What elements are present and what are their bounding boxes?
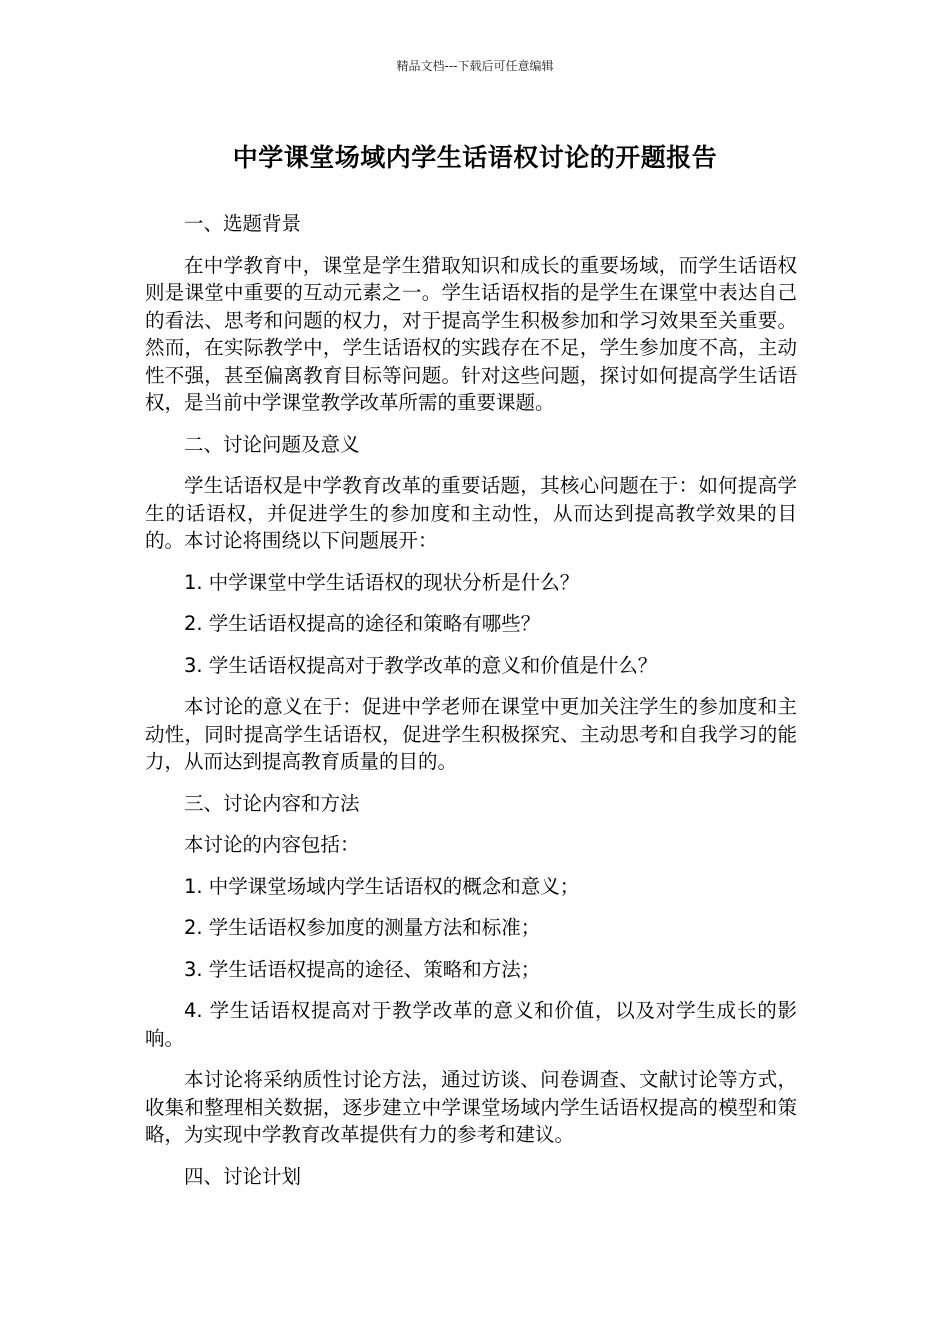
list-item: 1. 中学课堂场域内学生话语权的概念和意义； bbox=[184, 874, 580, 898]
list-item: 1. 中学课堂中学生话语权的现状分析是什么？ bbox=[184, 570, 580, 594]
list-item: 3. 学生话语权提高的途径、策略和方法； bbox=[184, 957, 541, 981]
paragraph: 本讨论将采纳质性讨论方法，通过访谈、问卷调查、文献讨论等方式，收集和整理相关数据，逐步建立中学课堂场域内学生话语权提高的模型和策略，为实现中学教育改革提供有力的参考和建议。 bbox=[145, 1068, 797, 1146]
list-item: 3. 学生话语权提高对于教学改革的意义和价值是什么？ bbox=[184, 653, 658, 677]
list-item: 2. 学生话语权提高的途径和策略有哪些？ bbox=[184, 612, 541, 635]
paragraph: 在中学教育中，课堂是学生猎取知识和成长的重要场域，而学生话语权则是课堂中重要的互动元素之一。学生话语权指的是学生在课堂中表达自己的看法、思考和问题的权力，对于提高学生积极参加和学习效果至关重要。然而，在实际教学中，学生话语权的实践存在不足，学生参加度不高，主动性不强，甚至偏离教育目标等问题。针对这些问题，探讨如何提高学生话语权，是当前中学课堂教学改革所需的重要课题。 bbox=[145, 253, 797, 414]
section-heading: 四、讨论计划 bbox=[184, 1164, 302, 1188]
page-header: 精品文档---下载后可任意编辑 bbox=[396, 59, 554, 73]
section-heading: 三、讨论内容和方法 bbox=[184, 791, 360, 815]
paragraph: 本讨论的内容包括： bbox=[184, 833, 360, 856]
section-heading: 二、讨论问题及意义 bbox=[184, 432, 360, 456]
document-title: 中学课堂场域内学生话语权讨论的开题报告 bbox=[232, 143, 718, 172]
list-item: 2. 学生话语权参加度的测量方法和标准； bbox=[184, 916, 541, 939]
paragraph: 学生话语权是中学教育改革的重要话题，其核心问题在于：如何提高学生的话语权，并促进学生的参加度和主动性，从而达到提高教学效果的目的。本讨论将围绕以下问题展开： bbox=[145, 474, 797, 552]
list-item: 4. 学生话语权提高对于教学改革的意义和价值，以及对学生成长的影响。 bbox=[145, 999, 797, 1050]
paragraph: 本讨论的意义在于：促进中学老师在课堂中更加关注学生的参加度和主动性，同时提高学生话语权，促进学生积极探究、主动思考和自我学习的能力，从而达到提高教育质量的目的。 bbox=[145, 695, 797, 773]
section-heading: 一、选题背景 bbox=[184, 212, 302, 235]
document-body bbox=[145, 210, 797, 1204]
